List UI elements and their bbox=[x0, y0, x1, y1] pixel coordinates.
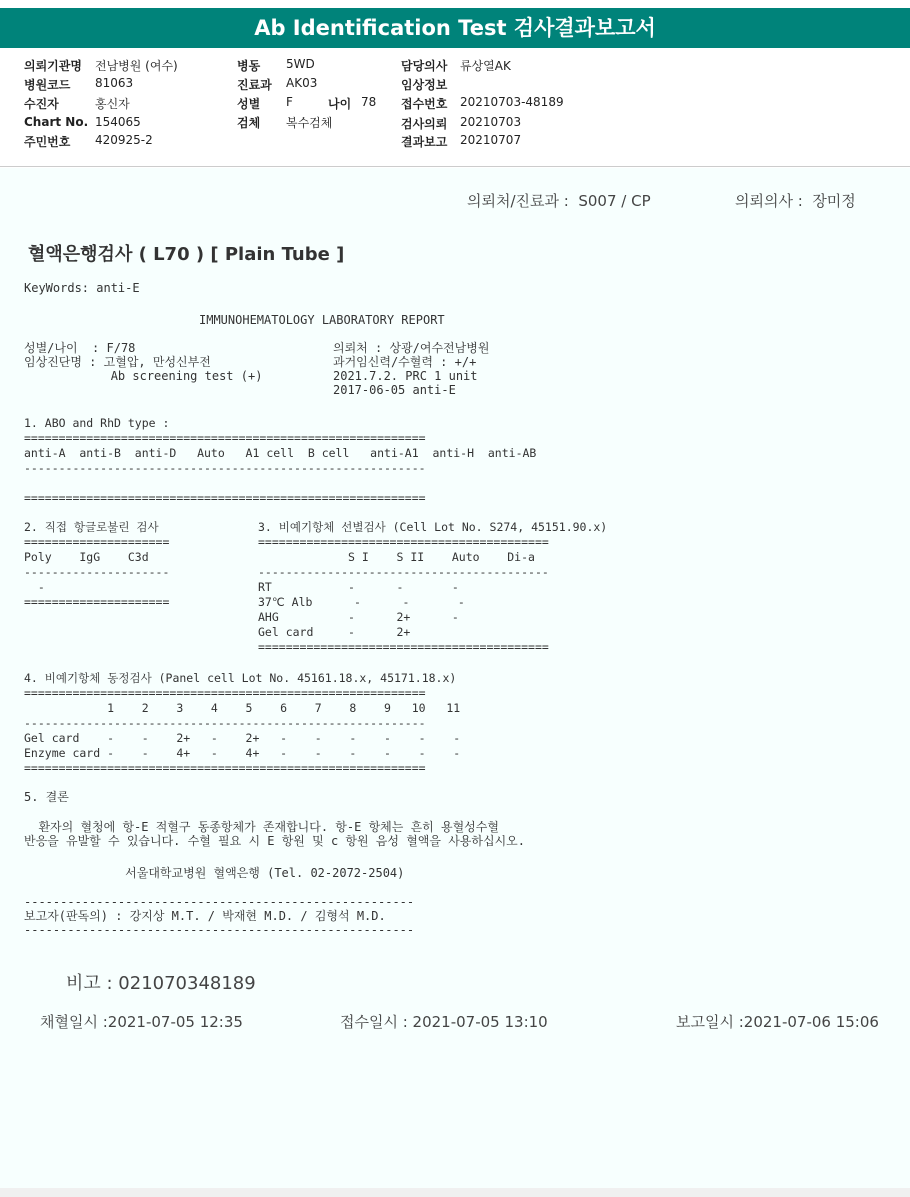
sex-label: 성별 bbox=[237, 97, 261, 111]
bottom-margin bbox=[0, 1188, 910, 1197]
receipt-datetime: 접수일시 : 2021-07-05 13:10 bbox=[340, 1013, 548, 1031]
ward-label: 병동 bbox=[237, 59, 261, 73]
keywords: KeyWords: anti-E bbox=[24, 281, 140, 295]
receipt-value: 20210703-48189 bbox=[460, 95, 564, 109]
rrn-label: 주민번호 bbox=[24, 135, 71, 149]
dat-section: 2. 직접 항글로불린 검사 ===================== Poly IgG C3d --------------------- - ===================== bbox=[24, 520, 170, 609]
report-datetime: 보고일시 :2021-07-06 15:06 bbox=[676, 1013, 879, 1031]
doctor-value: 류상열AK bbox=[460, 59, 511, 73]
patient-header bbox=[0, 48, 910, 167]
code-value: 81063 bbox=[95, 76, 134, 90]
chart-value: 154065 bbox=[95, 115, 141, 129]
patient-info-left: 성별/나이 : F/78 임상진단명 : 고혈압, 만성신부전 Ab screening test (+) bbox=[24, 341, 263, 383]
patient-label: 수진자 bbox=[24, 97, 59, 111]
abo-rhd-section: 1. ABO and RhD type : ========================================================== anti-A anti-B anti-D Auto A1 cell B cell anti-A1 anti-H anti-AB ---------------------------------------------------------- ========================================================== bbox=[24, 416, 537, 505]
ward-value: 5WD bbox=[286, 57, 315, 71]
exam-title: 혈액은행검사 ( L70 ) [ Plain Tube ] bbox=[28, 244, 345, 265]
report-body bbox=[0, 168, 910, 1188]
age-value: 78 bbox=[361, 95, 377, 109]
report-date-label: 결과보고 bbox=[401, 135, 448, 149]
request-value: 20210703 bbox=[460, 115, 522, 129]
referral-doctor: 의뢰의사 : 장미정 bbox=[735, 192, 856, 210]
request-label: 검사의뢰 bbox=[401, 117, 448, 131]
chart-label: Chart No. bbox=[24, 115, 89, 129]
conclusion-body: 환자의 혈청에 항-E 적혈구 동종항체가 존재합니다. 항-E 항체는 흔히 용혈성수혈 반응을 유발할 수 있습니다. 수혈 필요 시 E 항원 및 c 항원 음성 혈액을 사용하십시오. bbox=[24, 820, 525, 848]
rrn-value: 420925-2 bbox=[95, 133, 153, 147]
receipt-label: 접수번호 bbox=[401, 97, 448, 111]
patient-value: 홍신자 bbox=[95, 97, 130, 111]
collection-datetime: 채혈일시 :2021-07-05 12:35 bbox=[40, 1013, 243, 1031]
signoff-line: 서울대학교병원 혈액은행 (Tel. 02-2072-2504) bbox=[24, 866, 405, 880]
antibody-identification-section: 4. 비예기항체 동정검사 (Panel cell Lot No. 45161.18.x, 45171.18.x) ========================================================== 1 2 3 4 5 6 7 8 9 10 11 ---------------------------------------------------------- Gel card - - 2+ - 2+ - - - - - - Enzyme card - - 4+ - 4+ - - - - - - ========================================================== bbox=[24, 671, 461, 775]
report-date-value: 20210707 bbox=[460, 133, 522, 147]
org-label: 의뢰기관명 bbox=[24, 59, 82, 73]
specimen-label: 검체 bbox=[237, 116, 261, 130]
dept-label: 진료과 bbox=[237, 78, 272, 92]
code-label: 병원코드 bbox=[24, 78, 71, 92]
doctor-label: 담당의사 bbox=[401, 59, 448, 73]
antibody-screening-section: 3. 비예기항체 선별검사 (Cell Lot No. S274, 45151.90.x) ========================================== S I S II Auto Di-a ------------------------------------------ RT - - - 37℃ Alb - - - AHG - 2+ - Gel card - 2+ ========================================== bbox=[258, 520, 608, 654]
remark: 비고 : 021070348189 bbox=[66, 973, 256, 994]
org-value: 전남병원 (여수) bbox=[95, 59, 178, 73]
reporter-block: ------------------------------------------------------ 보고자(판독의) : 강지상 M.T. / 박재현 M.D. / 김형석 M.D. ------------------------------------------------------ bbox=[24, 895, 415, 937]
clinical-label: 임상정보 bbox=[401, 78, 448, 92]
specimen-value: 복수검체 bbox=[286, 116, 333, 130]
age-label: 나이 bbox=[328, 97, 352, 111]
sex-value: F bbox=[286, 95, 293, 109]
referral-dept: 의뢰처/진료과 : S007 / CP bbox=[467, 192, 651, 210]
report-title: Ab Identification Test 검사결과보고서 bbox=[0, 8, 910, 48]
dept-value: AK03 bbox=[286, 76, 318, 90]
conclusion-title: 5. 결론 bbox=[24, 790, 69, 804]
lab-report-heading: IMMUNOHEMATOLOGY LABORATORY REPORT bbox=[199, 313, 445, 327]
patient-info-right: 의뢰처 : 상광/여수전남병원 과거임신력/수혈력 : +/+ 2021.7.2. PRC 1 unit 2017-06-05 anti-E bbox=[333, 341, 490, 397]
